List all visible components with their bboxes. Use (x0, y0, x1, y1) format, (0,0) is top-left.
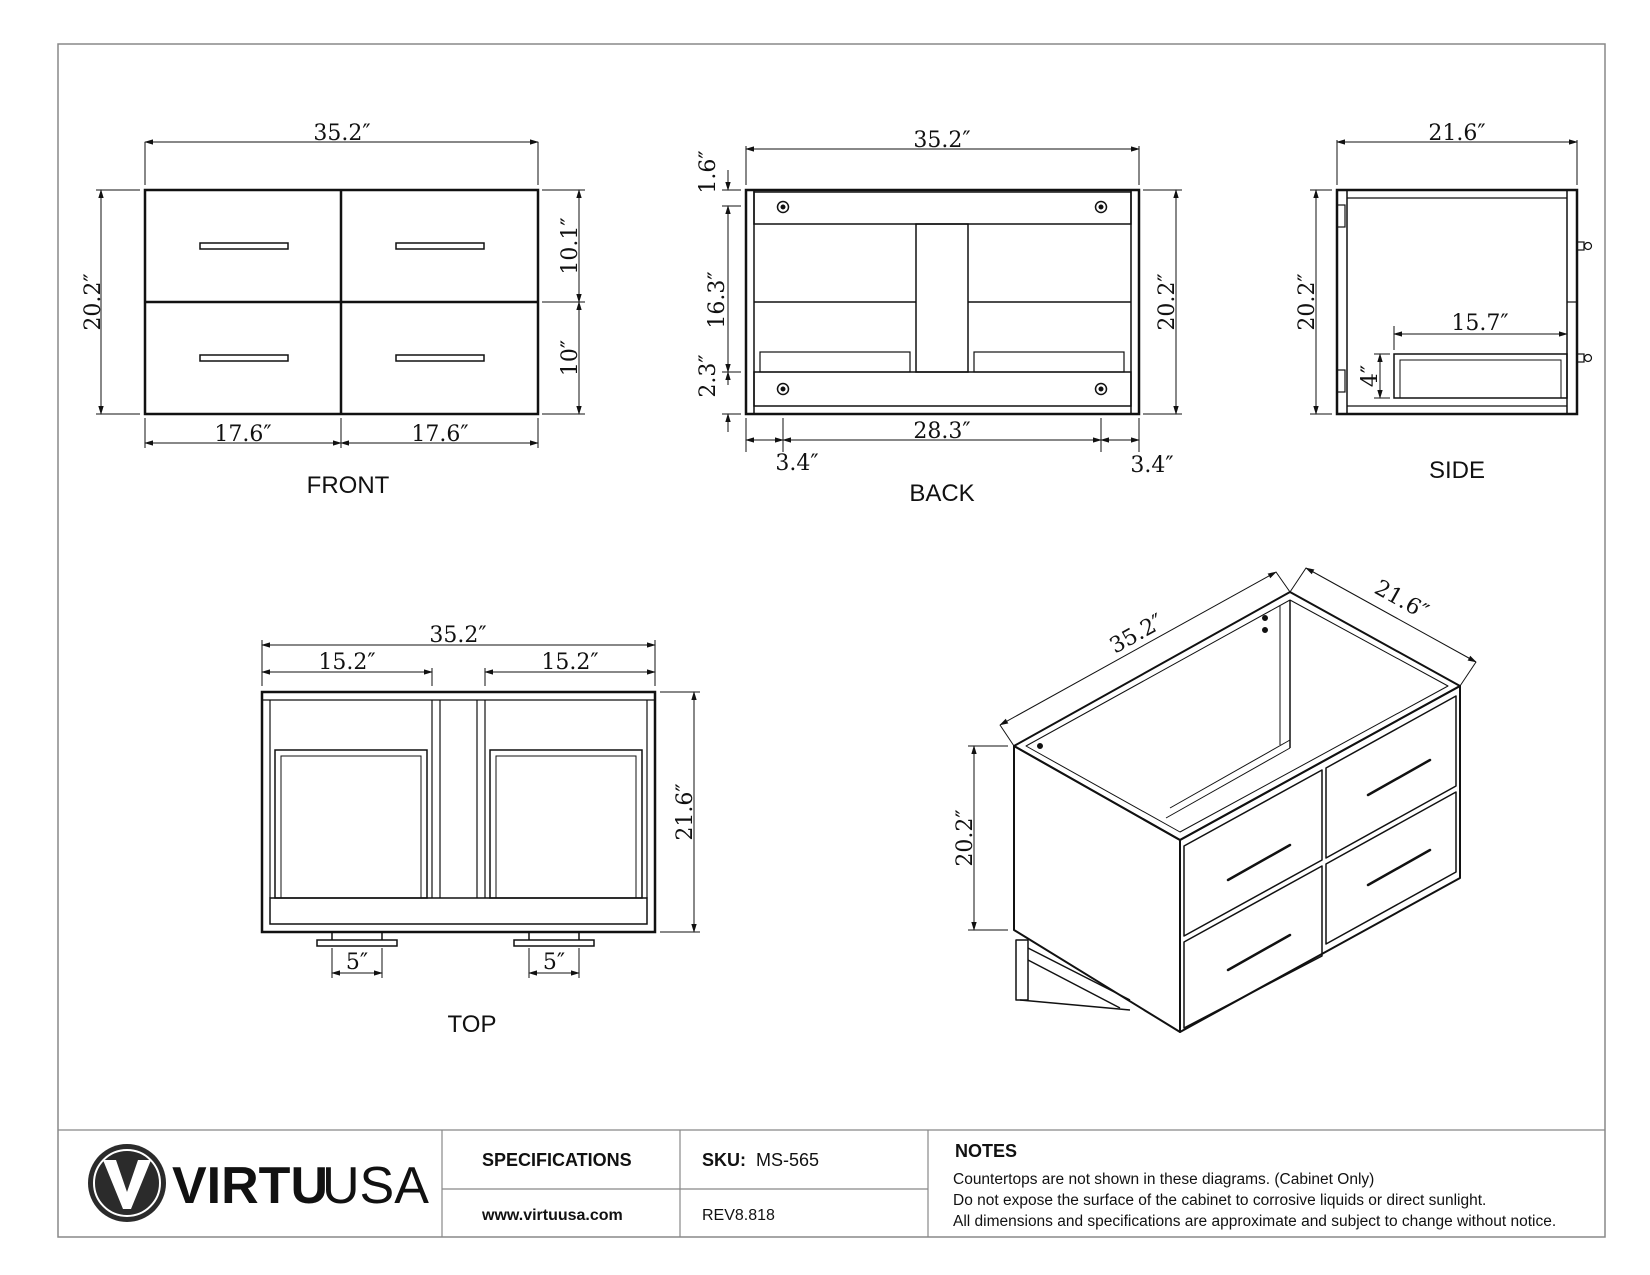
revision-text: REV8.818 (702, 1207, 775, 1224)
back-view-label: BACK (909, 480, 975, 507)
back-bottom-rail-dim: 2.3″ (696, 354, 721, 398)
brand-name-bold: VIRTU (172, 1157, 328, 1215)
handle-knob-icon (1577, 242, 1592, 362)
top-left-drawer-dim: 15.2″ (318, 650, 376, 675)
isometric-handle-icon (1228, 760, 1430, 970)
top-view (262, 640, 700, 978)
note-line: All dimensions and specifications are approximate and subject to change without notice. (953, 1213, 1557, 1230)
note-line: Do not expose the surface of the cabinet to corrosive liquids or direct sunlight. (953, 1192, 1487, 1209)
iso-width-dim: 35.2″ (1105, 609, 1168, 660)
mounting-hole-icon (778, 202, 1107, 395)
top-right-handle-dim: 5″ (542, 950, 566, 975)
notes-heading: NOTES (955, 1141, 1018, 1161)
drawer-pull-icon (317, 932, 594, 946)
back-width-dim: 35.2″ (913, 128, 971, 153)
front-right-width-dim: 17.6″ (411, 422, 469, 447)
back-right-offset-dim: 3.4″ (1130, 453, 1174, 478)
side-drawer-depth-dim: 15.7″ (1451, 311, 1509, 336)
sheet-border (58, 44, 1605, 1237)
specifications-heading: SPECIFICATIONS (482, 1150, 632, 1170)
back-left-offset-dim: 3.4″ (775, 451, 819, 476)
side-view (1310, 140, 1592, 414)
side-drawer-height-dim: 4″ (1358, 364, 1383, 388)
front-height-dim: 20.2″ (81, 273, 106, 331)
isometric-view (968, 568, 1476, 1032)
top-depth-dim: 21.6″ (673, 783, 698, 841)
front-view (96, 142, 585, 448)
back-middle-dim: 16.3″ (705, 271, 730, 329)
back-bracket-span-dim: 28.3″ (913, 419, 971, 444)
brand-name-light: USA (322, 1157, 429, 1215)
top-width-dim: 35.2″ (429, 623, 487, 648)
front-view-label: FRONT (306, 472, 390, 499)
sku-value: MS-565 (756, 1150, 820, 1170)
side-height-dim: 20.2″ (1295, 273, 1320, 331)
side-view-label: SIDE (1428, 457, 1486, 484)
side-depth-dim: 21.6″ (1428, 121, 1486, 146)
top-view-label: TOP (447, 1011, 497, 1038)
iso-height-dim: 20.2″ (953, 809, 978, 867)
top-left-handle-dim: 5″ (345, 950, 369, 975)
iso-depth-dim: 21.6″ (1370, 575, 1433, 626)
sku-label: SKU: (702, 1150, 746, 1170)
top-right-drawer-dim: 15.2″ (541, 650, 599, 675)
front-width-dim: 35.2″ (313, 121, 371, 146)
front-bottom-drawer-dim: 10″ (558, 339, 583, 377)
front-top-drawer-dim: 10.1″ (558, 217, 583, 275)
website-link[interactable]: www.virtuusa.com (482, 1207, 623, 1224)
back-height-dim: 20.2″ (1155, 273, 1180, 331)
virtu-logo (88, 1144, 166, 1222)
front-left-width-dim: 17.6″ (214, 422, 272, 447)
back-top-rail-dim: 1.6″ (696, 150, 721, 194)
back-view (722, 146, 1182, 452)
note-line: Countertops are not shown in these diagrams. (Cabinet Only) (953, 1171, 1375, 1188)
wall-bracket (1016, 940, 1130, 1010)
